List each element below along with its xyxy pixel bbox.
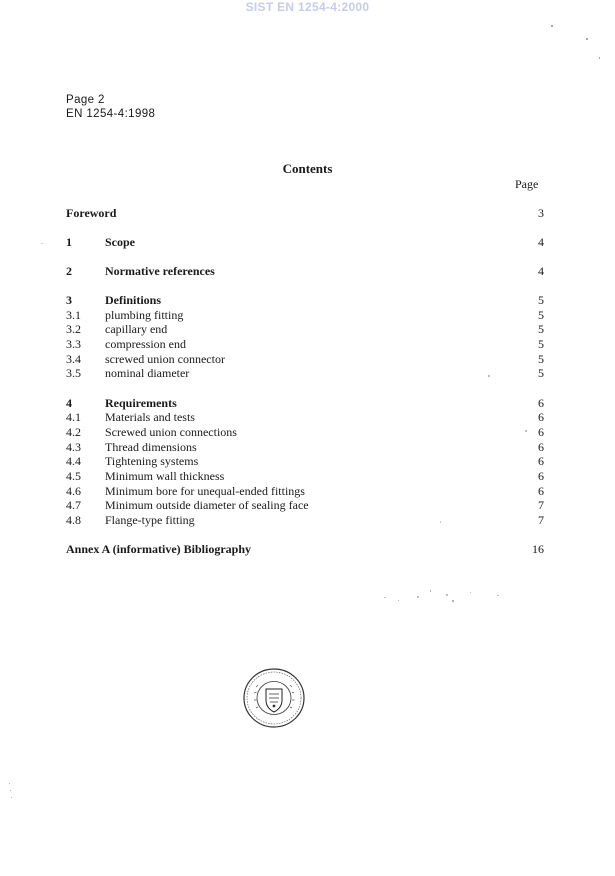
toc-entry-definitions[interactable] [66,293,544,308]
toc-label: Screwed union connections [105,425,237,439]
scan-speck [452,600,454,602]
toc-entry-4-2[interactable] [66,425,544,440]
toc-entry-requirements[interactable] [66,396,544,411]
scan-speck [9,783,10,784]
toc-entry-3-3[interactable] [66,337,544,352]
toc-number: 4.2 [66,425,81,439]
scan-speck [384,597,386,598]
scan-speck [10,790,11,791]
toc-number: 4.1 [66,410,81,424]
toc-label: Minimum outside diameter of sealing face [105,498,309,512]
scan-speck [398,600,399,601]
standard-id: EN 1254-4:1998 [66,108,156,120]
toc-label: Minimum bore for unequal-ended fittings [105,484,305,498]
toc-page: 7 [538,513,544,527]
toc-page: 6 [538,425,544,439]
scan-speck [586,38,588,40]
toc-label: Minimum wall thickness [105,469,225,483]
toc-page: 6 [538,484,544,498]
toc-label: Thread dimensions [105,440,197,454]
toc-number: 3 [66,293,72,307]
toc-entry-4-3[interactable] [66,440,544,455]
toc-label: Flange-type fitting [105,513,195,527]
toc-number: 4.3 [66,440,81,454]
toc-page: 6 [538,396,544,410]
toc-number: 3.1 [66,308,81,322]
toc-label: Materials and tests [105,410,195,424]
toc-number: 2 [66,264,72,278]
toc-label: compression end [105,337,186,351]
toc-entry-annex-a[interactable] [66,542,544,557]
toc-number: 3.3 [66,337,81,351]
toc-number: 3.4 [66,352,81,366]
toc-entry-4-8[interactable] [66,513,544,528]
toc-label: Foreword [66,206,117,220]
scan-speck [417,596,419,598]
watermark: SIST EN 1254-4:2000 [245,0,370,14]
scan-speck [599,57,600,59]
toc-number: 1 [66,235,72,249]
toc-label: Requirements [105,396,177,410]
toc-label: Normative references [105,264,215,278]
scan-speck [497,595,499,596]
toc-page: 16 [532,542,544,556]
toc-label: screwed union connector [105,352,225,366]
toc-label: plumbing fitting [105,308,184,322]
toc-number: 3.2 [66,322,81,336]
toc-label: capillary end [105,322,168,336]
toc-number: 4 [66,396,72,410]
toc-label: Tightening systems [105,454,199,468]
toc-page: 4 [538,264,544,278]
toc-number: 4.5 [66,469,81,483]
scan-speck [488,375,490,377]
toc-label: Definitions [105,293,162,307]
toc-number: 4.8 [66,513,81,527]
toc-number: 3.5 [66,366,81,380]
toc-page: 6 [538,469,544,483]
toc-number: 4.7 [66,498,81,512]
toc-label: Scope [105,235,135,249]
toc-page: 6 [538,410,544,424]
scan-speck [446,594,448,596]
toc-page: 4 [538,235,544,249]
toc-page: 7 [538,498,544,512]
scan-speck [440,521,441,523]
toc-entry-3-4[interactable] [66,352,544,367]
page-header [66,93,155,121]
toc-page: 6 [538,440,544,454]
page-column-heading: Page [515,177,539,191]
toc-page: 5 [538,366,544,380]
contents-title: Contents [282,161,333,176]
scan-speck [41,243,43,244]
toc-number: 4.4 [66,454,81,468]
toc-entry-normative-references[interactable] [66,264,544,279]
toc-number: 4.6 [66,484,81,498]
toc-page: 5 [538,308,544,322]
toc-page: 5 [538,293,544,307]
toc-page: 5 [538,352,544,366]
toc-entry-foreword[interactable] [66,206,544,221]
toc-page: 3 [538,206,544,220]
toc-entry-4-6[interactable] [66,484,544,499]
scan-speck [551,25,553,27]
standards-institute-seal-icon [242,667,306,734]
scan-speck [430,590,431,592]
seal-graphic [242,667,306,729]
toc-entry-4-4[interactable] [66,454,544,469]
toc-page: 5 [538,337,544,351]
toc-entry-3-2[interactable] [66,322,544,337]
scan-speck [470,592,471,593]
toc-entry-4-7[interactable] [66,498,544,513]
toc-page: 6 [538,454,544,468]
scan-speck [11,797,12,798]
toc-label: nominal diameter [105,366,190,380]
toc-entry-3-5[interactable] [66,366,544,381]
toc-entry-4-1[interactable] [66,410,544,425]
toc-entry-3-1[interactable] [66,308,544,323]
toc-page: 5 [538,322,544,336]
toc-label: Annex A (informative) Bibliography [66,542,252,556]
page-number: Page 2 [66,94,105,106]
toc-entry-4-5[interactable] [66,469,544,484]
scan-speck [525,430,527,432]
toc-entry-scope[interactable] [66,235,544,250]
